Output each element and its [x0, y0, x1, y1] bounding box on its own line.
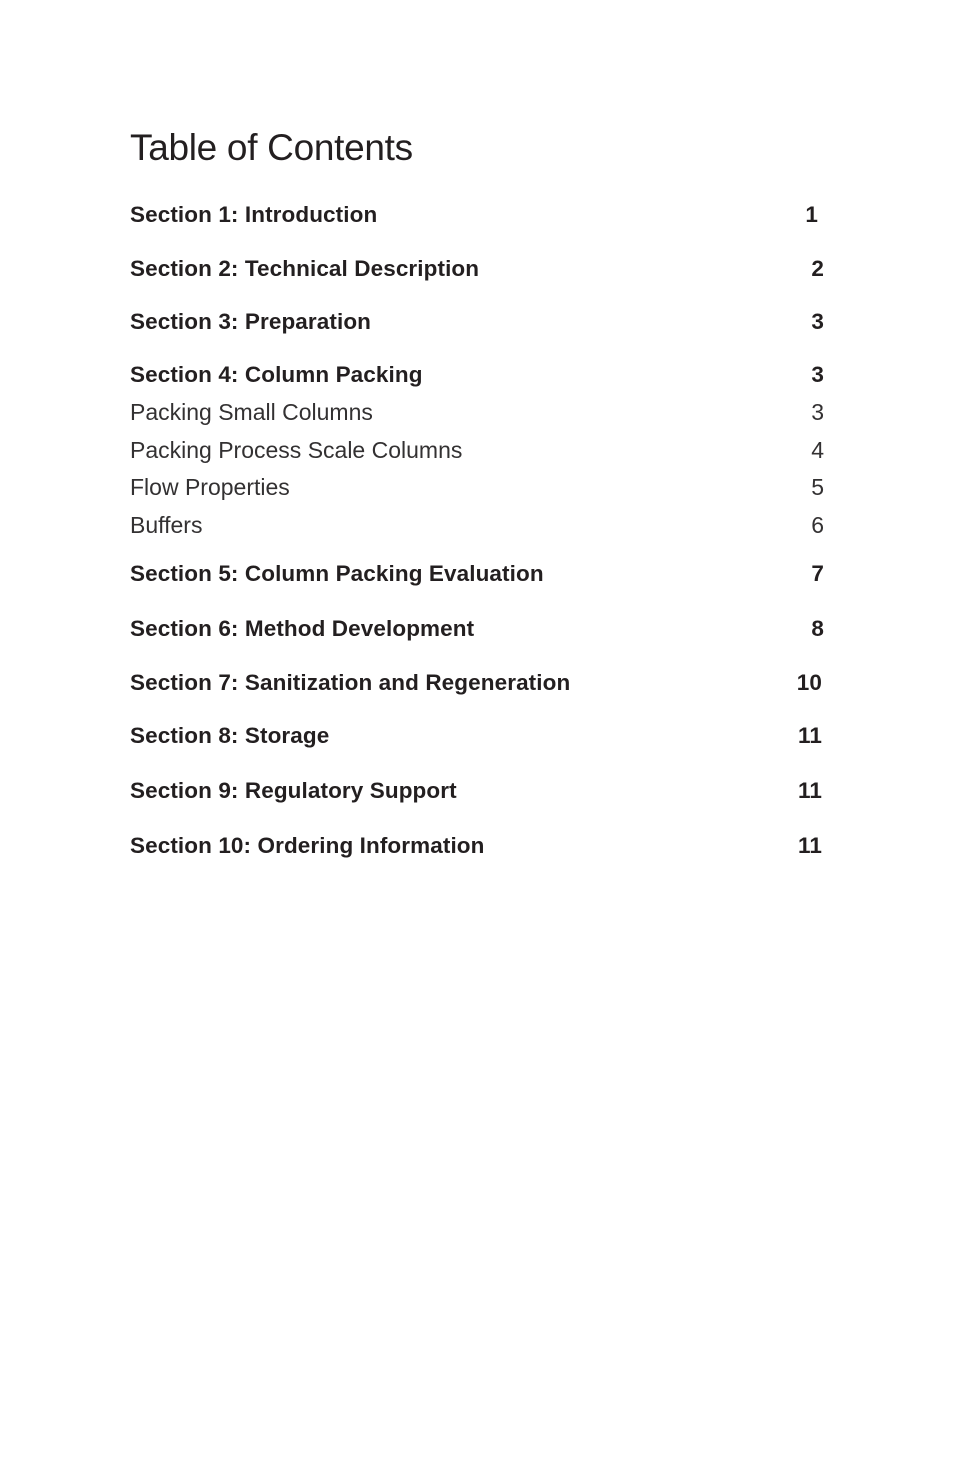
toc-entry-section-3[interactable] — [130, 306, 824, 338]
toc-subentry-flow-properties[interactable] — [130, 471, 824, 503]
toc-entry-page: 1 — [805, 202, 818, 227]
toc-entry-section-9[interactable] — [130, 775, 824, 807]
toc-entry-page: 2 — [811, 256, 824, 281]
toc-entry-label: Section 6: Method Development — [130, 616, 475, 641]
toc-entry-section-8[interactable] — [130, 720, 824, 752]
toc-entry-label: Section 4: Column Packing — [130, 362, 423, 387]
toc-entry-label: Section 2: Technical Description — [130, 256, 480, 281]
toc-entry-section-7[interactable] — [130, 667, 824, 699]
toc-entry-label: Section 9: Regulatory Support — [130, 778, 457, 803]
toc-entry-page: 3 — [811, 399, 824, 425]
toc-subentry-packing-process-scale-columns[interactable] — [130, 434, 824, 466]
toc-entry-section-10[interactable] — [130, 830, 824, 862]
toc-subentry-packing-small-columns[interactable] — [130, 396, 824, 428]
toc-entry-label: Flow Properties — [130, 474, 290, 500]
toc-entry-label: Section 5: Column Packing Evaluation — [130, 561, 544, 586]
toc-entry-page: 6 — [811, 512, 824, 538]
toc-entry-section-6[interactable] — [130, 613, 824, 645]
toc-entry-label: Buffers — [130, 512, 203, 538]
toc-entry-page: 3 — [811, 309, 824, 334]
toc-entry-page: 10 — [796, 670, 822, 695]
toc-entry-page: 11 — [798, 833, 822, 858]
toc-entry-label: Section 7: Sanitization and Regeneration — [130, 670, 571, 695]
toc-entry-label: Packing Small Columns — [130, 399, 373, 425]
toc-entry-page: 5 — [811, 474, 824, 500]
toc-entry-page: 8 — [811, 616, 824, 641]
toc-entry-label: Packing Process Scale Columns — [130, 437, 463, 463]
toc-entry-page: 4 — [811, 437, 824, 463]
toc-entry-page: 11 — [798, 778, 822, 803]
page-title: Table of Contents — [130, 127, 413, 168]
toc-subentry-buffers[interactable] — [130, 509, 824, 541]
toc-entry-page: 11 — [798, 723, 822, 748]
toc-entry-label: Section 1: Introduction — [130, 202, 378, 227]
toc-entry-section-1[interactable] — [130, 199, 824, 231]
toc-entry-section-4[interactable] — [130, 359, 824, 391]
toc-entry-label: Section 8: Storage — [130, 723, 330, 748]
toc-entry-section-5[interactable] — [130, 558, 824, 590]
toc-entry-label: Section 10: Ordering Information — [130, 833, 485, 858]
toc-entry-page: 7 — [811, 561, 824, 586]
toc-entry-label: Section 3: Preparation — [130, 309, 372, 334]
toc-entry-section-2[interactable] — [130, 253, 824, 285]
toc-entry-page: 3 — [811, 362, 824, 387]
